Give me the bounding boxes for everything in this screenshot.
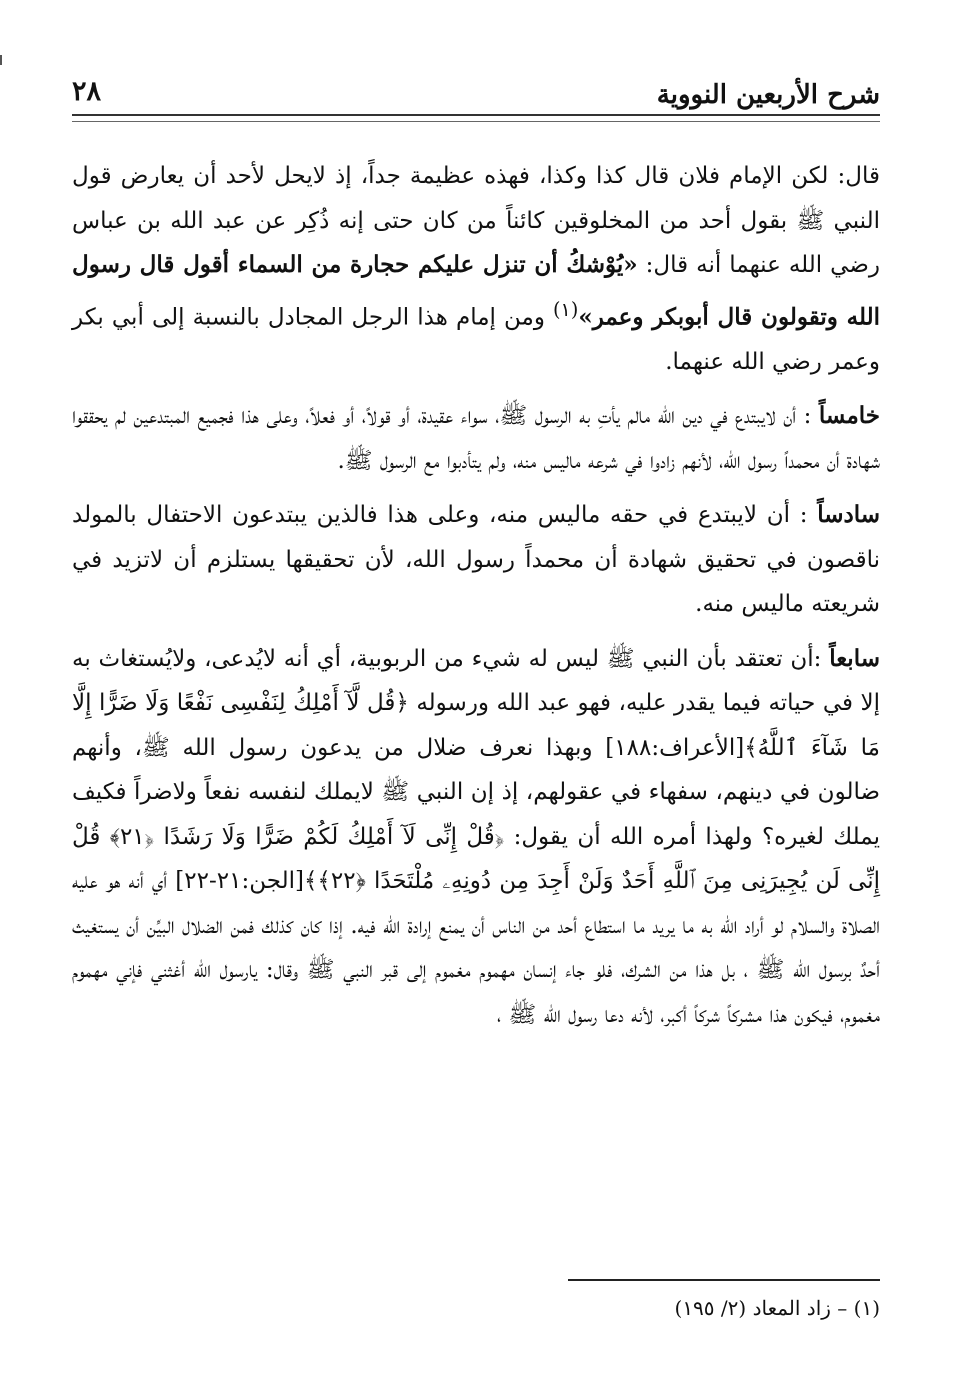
paragraph-text: :أن تعتقد بأن النبي ﷺ ليس له شيء من الربوبية، أي أنه لايُدعى، ولايُستغاث به إلا في حياته فيما يقدر عليه، فهو عبد الله ورسوله ﴿قُل لَّآ أَمْلِكُ لِنَفْسِى نَفْعًا وَلَا ضَرًّا إِلَّا مَا شَآءَ ٱللَّهُ﴾[الأعراف:١٨٨] وبهذا نعرف ضلال من يدعون رسول الله ﷺ، وأنهم ضالون في دينهم، سفهاء في عقولهم، إذ إن النبي ﷺ لايملك لنفسه نفعاً ولاضراً فكيف يملك لغيره؟ ولهذا أمره الله أن يقول: ﴿قُلْ إِنِّى لَآ أَمْلِكُ لَكُمْ ضَرًّا وَلَا رَشَدًا ﴿٢١﴾ قُلْ إِنِّى لَن يُجِيرَنِى مِنَ ٱللَّهِ أَحَدٌ وَلَنْ أَجِدَ مِن دُونِهِۦ مُلْتَحَدًا ﴿٢٢﴾﴾[الجن:٢١-٢٢] أي أنه هو عليه الصلاة والسلام لو أراد الله به ما يريد ما استطاع أحد من الناس أن يمنع إرادة الله فيه. إذا كان كذلك فمن الضلال البيِّن أن يستغيث أحدٌ برسول الله ﷺ ، بل هذا من الشرك، فلو جاء إنسان مهموم مغموم إلى قبر النبي ﷺ وقال: يارسول الله أغثني فإني مهموم مغموم، فيكون هذا مشركاً شركاً أكبر، لأنه دعا رسول الله ﷺ ، <box>72 645 881 1028</box>
footnote-rule <box>568 1279 880 1281</box>
page-header <box>72 72 880 112</box>
paragraph-lead: خامساً <box>818 402 880 430</box>
scan-edge-mark <box>0 55 2 65</box>
paragraph-6th <box>72 493 880 627</box>
paragraph-text: : أن لايبتدع في دين الله مالم يأتِ به الرسول ﷺ، سواء عقيدة، أو قولاً، أو فعلاً، وعلى هذا فجميع المبتدعين لم يحققوا شهادة أن محمداً رسول الله، لأنهم زادوا في شرعه ماليس منه، ولم يتأدبوا مع الرسول ﷺ. <box>72 403 880 474</box>
paragraph-7th <box>72 637 880 1038</box>
page-number: ٢٨ <box>72 76 102 107</box>
main-text <box>72 154 880 1047</box>
paragraph-text: قال: لكن الإمام فلان قال كذا وكذا، فهذه عظيمة جداً، إذ لايحل لأحد أن يعارض قول النبي ﷺ بقول أحد من المخلوقين كائناً من كان حتى إنه ذُكِر عن عبد الله بن عباس رضي الله عنهما أنه قال: <box>72 163 880 278</box>
paragraph-5th <box>72 394 880 483</box>
paragraph-lead: سادساً <box>817 501 880 529</box>
paragraph-1 <box>72 154 880 384</box>
hadith-quote: «يُوْشكُ أن تنزل عليكم حجارة من السماء أقول قال رسول الله وتقولون قال أبوبكر وعمر» <box>72 251 880 331</box>
running-title: شرح الأربعين النووية <box>656 80 880 110</box>
paragraph-text: ومن إمام هذا الرجل المجادل بالنسبة إلى أبي بكر وعمر رضي الله عنهما. <box>72 304 880 375</box>
footnote-ref: (١) <box>553 297 579 321</box>
paragraph-text: : أن لايبتدع في حقه ماليس منه، وعلى هذا فالذين يبتدعون الاحتفال بالمولد ناقصون في تحقيق شهادة أن محمداً رسول الله، لأن تحقيقها يستلزم أن لاتزيد في شريعته ماليس منه. <box>72 502 880 618</box>
header-rule <box>72 114 880 122</box>
footnote: (١) – زاد المعاد (٢/ ١٩٥) <box>674 1296 880 1320</box>
paragraph-lead: سابعاً <box>829 644 880 672</box>
